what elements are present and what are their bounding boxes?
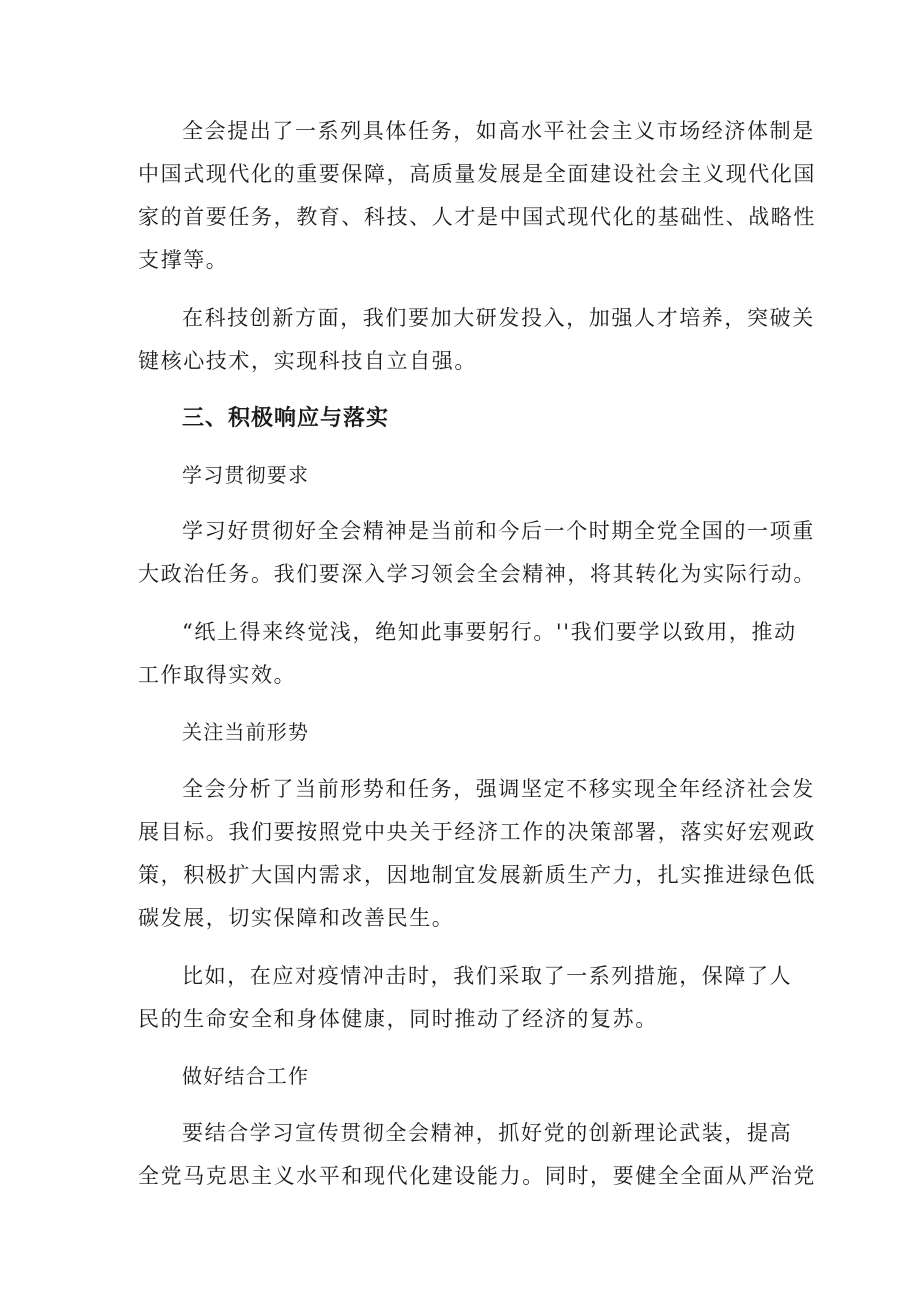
paragraph-line: “纸上得来终觉浅，绝知此事要躬行。''我们要学以致用，推动 [182,620,797,644]
paragraph-line: 全会提出了一系列具体任务，如高水平社会主义市场经济体制是 [182,119,815,143]
paragraph-line: 展目标。我们要按照党中央关于经济工作的决策部署，落实好宏观政 [138,820,816,844]
paragraph-line: 大政治任务。我们要深入学习领会全会精神，将其转化为实际行动。 [138,562,816,586]
paragraph-line: 民的生命安全和身体健康，同时推动了经济的复苏。 [138,1007,658,1031]
subheading: 关注当前形势 [182,720,310,744]
paragraph-line: 键核心技术，实现科技自立自强。 [138,349,477,373]
paragraph-line: 中国式现代化的重要保障，高质量发展是全面建设社会主义现代化国 [138,162,816,186]
subheading: 学习贯彻要求 [182,463,310,487]
section-heading: 三、积极响应与落实 [182,406,390,431]
subheading: 做好结合工作 [182,1064,310,1088]
paragraph-line: 支撑等。 [138,248,229,272]
paragraph-line: 要结合学习宣传贯彻全会精神，抓好党的创新理论武装，提高 [182,1121,793,1145]
paragraph-line: 全党马克思主义水平和现代化建设能力。同时，要健全全面从严治党 [138,1164,816,1188]
paragraph-line: 全会分析了当前形势和任务，强调坚定不移实现全年经济社会发 [182,777,815,801]
paragraph-line: 家的首要任务，教育、科技、人才是中国式现代化的基础性、战略性 [138,205,816,229]
paragraph-line: 碳发展，切实保障和改善民生。 [138,906,455,930]
paragraph-line: 学习好贯彻好全会精神是当前和今后一个时期全党全国的一项重 [182,519,815,543]
paragraph-line: 在科技创新方面，我们要加大研发投入，加强人才培养，突破关 [182,306,815,330]
paragraph-line: 比如，在应对疫情冲击时，我们采取了一系列措施，保障了人 [182,964,793,988]
paragraph-line: 策，积极扩大国内需求，因地制宜发展新质生产力，扎实推进绿色低 [138,863,816,887]
paragraph-line: 工作取得实效。 [138,663,297,687]
